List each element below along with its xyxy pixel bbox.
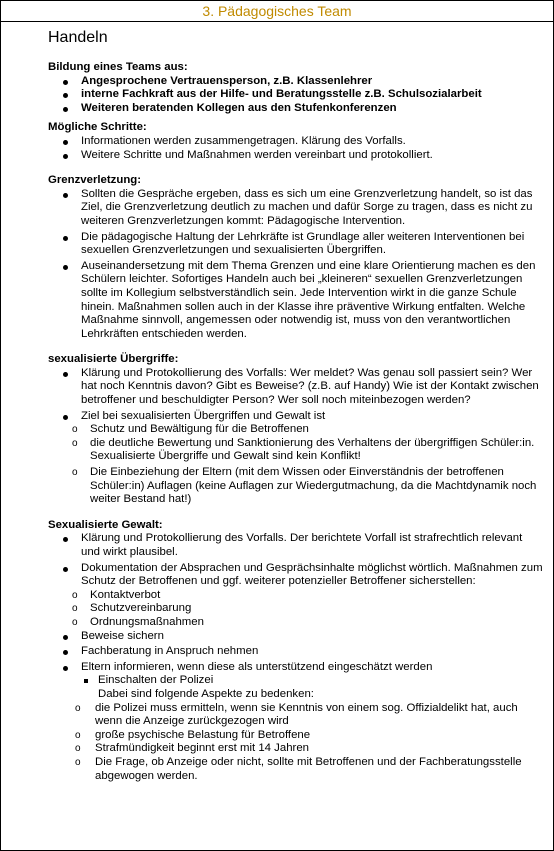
list-item: Dokumentation der Absprachen und Gesprächsinhalte möglichst wörtlich. Maßnahmen zum Schutz der Betroffenen und ggf. weiterer potenzieller Betroffener sicherstellen: bbox=[48, 562, 543, 589]
list-item: Informationen werden zusammengetragen. Klärung des Vorfalls. bbox=[48, 135, 543, 149]
sub-list-item: o Schutzvereinbarung bbox=[1, 602, 543, 616]
sub-list-item: o Kontaktverbot bbox=[1, 589, 543, 603]
violence-list bbox=[48, 532, 543, 588]
assaults-sublist bbox=[1, 423, 543, 507]
section-title-bar: 3. Pädagogisches Team bbox=[1, 1, 553, 22]
section-title-sexual-violence: Sexualisierte Gewalt: bbox=[48, 518, 163, 531]
section-title-assaults: sexualisierte Übergriffe: bbox=[48, 353, 179, 366]
sub-list-item: o Schutz und Bewältigung für die Betroffenen bbox=[1, 423, 543, 437]
sub-list-item: o Die Frage, ob Anzeige oder nicht, sollte mit Betroffenen und der Fachberatungsstelle abgewogen werden. bbox=[1, 756, 543, 783]
list-item: Auseinandersetzung mit dem Thema Grenzen und eine klare Orientierung machen es den Schülern leichter. Sofortiges Handeln auch bei „kleineren“ sexuellen Grenzverletzungen sollte im Kollegium selbstverständlich sein. Jede Intervention wirkt in die ganze Schule hinein. Maßnahmen sollen auch in der Klasse ihre präventive Wirkung entfalten. Welche Maßnahme sinnvoll, angemessen oder notwendig ist, muss von den verantwortlichen Lehrkräften entschieden werden. bbox=[48, 260, 543, 342]
assaults-list bbox=[48, 367, 543, 423]
list-item: Die pädagogische Haltung der Lehrkräfte ist Grundlage aller weiteren Interventionen bei sexuellen Grenzverletzungen und sexualisierten Übergriffen. bbox=[48, 231, 543, 258]
list-item: Ziel bei sexualisierten Übergriffen und Gewalt ist bbox=[48, 410, 543, 424]
police-sublist bbox=[1, 702, 543, 784]
boundary-list bbox=[48, 188, 543, 342]
page-heading: Handeln bbox=[48, 29, 108, 46]
sub-list-item: o Ordnungsmaßnahmen bbox=[1, 616, 543, 630]
section-title-team: Bildung eines Teams aus: bbox=[48, 61, 188, 73]
measures-sublist bbox=[1, 589, 543, 630]
list-item: Einschalten der Polizei bbox=[48, 674, 543, 688]
sub-list-item: o große psychische Belastung für Betroffene bbox=[1, 729, 543, 743]
police-intro: Dabei sind folgende Aspekte zu bedenken: bbox=[98, 687, 314, 700]
list-item: Angesprochene Vertrauensperson, z.B. Klassenlehrer bbox=[48, 75, 543, 89]
section-title-steps: Mögliche Schritte: bbox=[48, 121, 147, 134]
list-item: Beweise sichern bbox=[48, 630, 543, 644]
violence-list-continued bbox=[48, 630, 543, 675]
sub-list-item: o Strafmündigkeit beginnt erst mit 14 Jahren bbox=[1, 742, 543, 756]
list-item: Fachberatung in Anspruch nehmen bbox=[48, 645, 543, 659]
section-title-boundary-violation: Grenzverletzung: bbox=[48, 174, 142, 187]
police-list bbox=[48, 674, 543, 688]
list-item: Klärung und Protokollierung des Vorfalls. Der berichtete Vorfall ist strafrechtlich relevant und wirkt plausibel. bbox=[48, 532, 543, 559]
list-item: Weitere Schritte und Maßnahmen werden vereinbart und protokolliert. bbox=[48, 149, 543, 163]
list-item: interne Fachkraft aus der Hilfe- und Beratungsstelle z.B. Schulsozialarbeit bbox=[48, 88, 543, 102]
sub-list-item: o die deutliche Bewertung und Sanktionierung des Verhaltens der übergriffigen Schüler:in. Sexualisierte Übergriffe und Gewalt sind kein Konflikt! bbox=[1, 437, 543, 464]
steps-list bbox=[48, 135, 543, 162]
sub-list-item: o die Polizei muss ermitteln, wenn sie Kenntnis von einem sog. Offizialdelikt hat, auch wenn die Anzeige zurückgezogen wird bbox=[1, 702, 543, 729]
list-item: Eltern informieren, wenn diese als unterstützend eingeschätzt werden bbox=[48, 661, 543, 675]
document-content bbox=[48, 28, 543, 783]
team-list bbox=[48, 75, 543, 116]
list-item: Weiteren beratenden Kollegen aus den Stufenkonferenzen bbox=[48, 102, 543, 116]
list-item: Sollten die Gespräche ergeben, dass es sich um eine Grenzverletzung handelt, so ist das Ziel, die Grenzverletzung deutlich zu machen und dafür Sorge zu tragen, dass es nicht zu weiteren Grenzverletzungen kommt: Pädagogische Intervention. bbox=[48, 188, 543, 229]
list-item: Klärung und Protokollierung des Vorfalls: Wer meldet? Was genau soll passiert sein? Wer hat noch Kenntnis davon? Gibt es Beweise? (z.B. auf Handy) Wie ist der Kontakt zwischen betroffener und beschuldigter Person? Wer soll noch miteinbezogen werden? bbox=[48, 367, 543, 408]
sub-list-item: o Die Einbeziehung der Eltern (mit dem Wissen oder Einverständnis der betroffenen Schüler:in) Auflagen (keine Auflagen zur Wiedergutmachung, da die Machtdynamik noch weiter Bestand hat!) bbox=[1, 466, 543, 507]
